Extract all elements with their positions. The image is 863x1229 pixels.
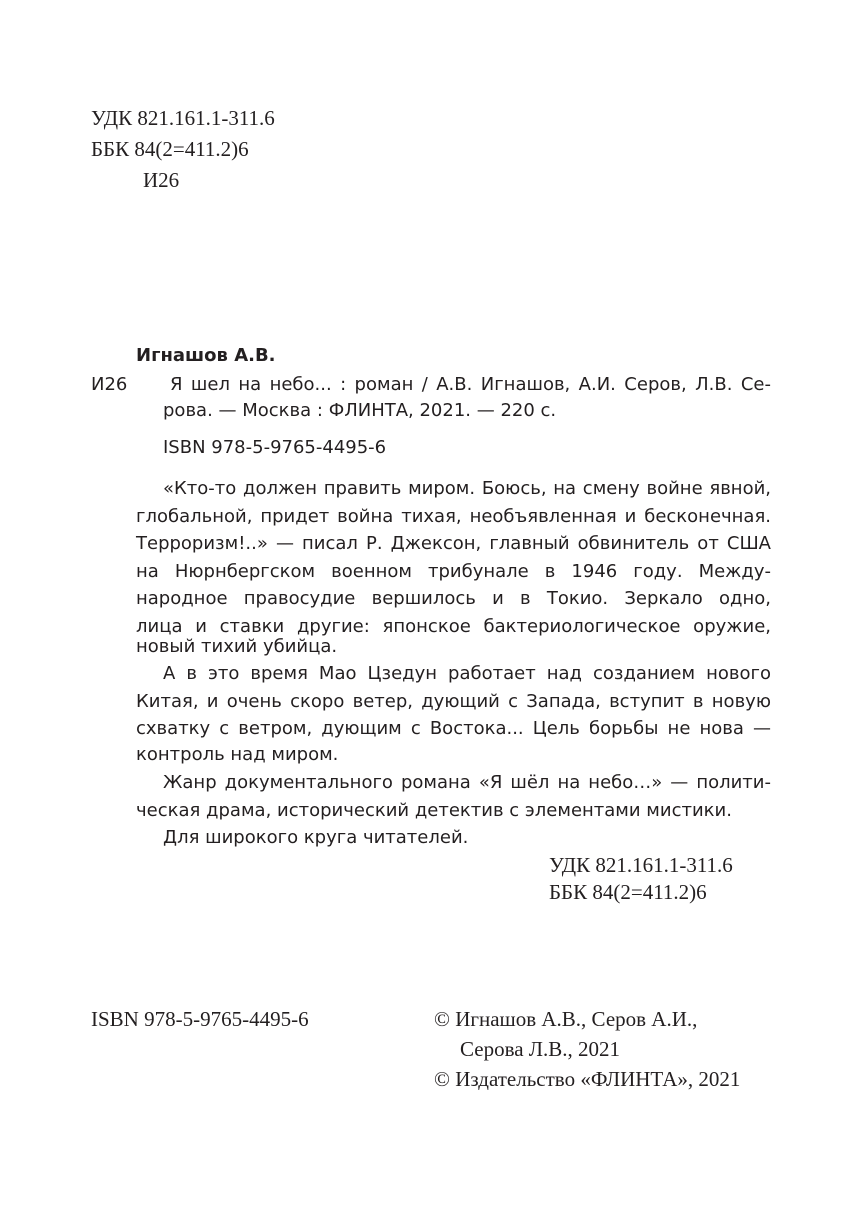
header-author-mark: И26	[143, 168, 180, 192]
annotation-line: Для широкого круга читателей.	[163, 827, 469, 848]
annotation-line: «Кто-то должен править миром. Боюсь, на смену войне явной,	[163, 478, 771, 499]
annotation-line: схватку с ветром, дующим с Востока... Цель борьбы не нова —	[136, 718, 771, 739]
entry-isbn: ISBN 978-5-9765-4495-6	[163, 437, 387, 458]
annotation-line: Жанр документального романа «Я шёл на небо…» — полити-	[163, 772, 771, 793]
header-bbk: ББК 84(2=411.2)6	[91, 137, 249, 161]
classification-udk: УДК 821.161.1-311.6	[549, 853, 733, 877]
header-udk: УДК 821.161.1-311.6	[91, 106, 275, 130]
annotation-line: лица и ставки другие: японское бактериологическое оружие,	[136, 615, 771, 637]
annotation-line: А в это время Мао Цзедун работает над созданием нового	[163, 663, 771, 684]
annotation-line: контроль над миром.	[136, 744, 339, 765]
footer-isbn: ISBN 978-5-9765-4495-6	[91, 1007, 309, 1031]
entry-description-line1: Я шел на небо... : роман / А.В. Игнашов, А.И. Серов, Л.В. Се-	[170, 374, 771, 395]
entry-description-line2: рова. — Москва : ФЛИНТА, 2021. — 220 с.	[163, 400, 557, 421]
entry-author: Игнашов А.В.	[136, 345, 276, 366]
classification-bbk: ББК 84(2=411.2)6	[549, 880, 707, 904]
annotation-line: ческая драма, исторический детектив с элементами мистики.	[136, 800, 732, 821]
footer-copyright-authors-cont: Серова Л.В., 2021	[460, 1037, 621, 1061]
annotation-line: Китая, и очень скоро ветер, дующий с Запада, вступит в новую	[136, 690, 771, 712]
annotation-line: на Нюрнбергском военном трибунале в 1946 году. Между-	[136, 560, 771, 582]
annotation-line: глобальной, придет война тихая, необъявленная и бесконечная.	[136, 505, 771, 527]
footer-copyright-authors: © Игнашов А.В., Серов А.И.,	[434, 1007, 698, 1031]
annotation-line: новый тихий убийца.	[136, 636, 338, 657]
annotation-line: народное правосудие вершилось и в Токио. Зеркало одно,	[136, 588, 771, 609]
footer-copyright-publisher: © Издательство «ФЛИНТА», 2021	[434, 1067, 741, 1091]
entry-mark: И26	[91, 374, 128, 395]
annotation-line: Терроризм!..» — писал Р. Джексон, главный обвинитель от США	[136, 533, 771, 554]
